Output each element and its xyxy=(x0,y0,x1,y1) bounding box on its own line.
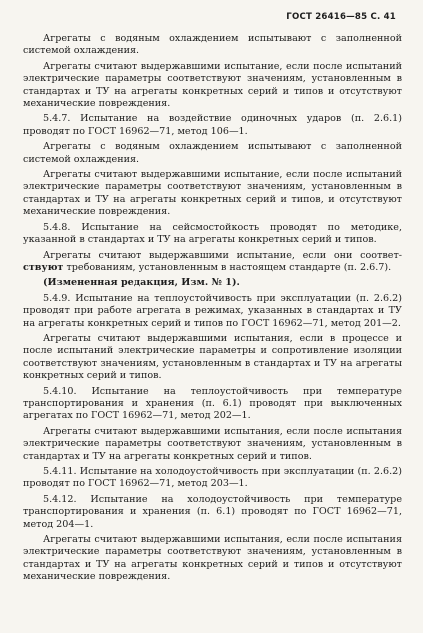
paragraph-clause-5-4-8: 5.4.8. Испытание на сейсмостойкость проводят по методике, указанной в стандартах и ТУ на агрегаты конкретных серий и типов. xyxy=(23,221,402,246)
paragraph-clause-5-4-11: 5.4.11. Испытание на холодоустойчивость при эксплуатации (п. 2.6.2) проводят по ГОСТ 16962—71, метод 203—1. xyxy=(23,466,402,490)
paragraph-with-bold-word xyxy=(23,250,402,275)
bold-word: ствуют xyxy=(23,261,64,273)
paragraph-text-end: требованиям, установленным в настоящем стандарте (п. 2.6.7). xyxy=(63,261,392,273)
paragraph: Агрегаты считают выдержавшими испытания, если в процессе и после испытаний электрические параметры и сопротивление изоляции соответствуют значениям, установленным в стандартах и ТУ на агрегаты конкретных серий и типов. xyxy=(23,332,402,382)
paragraph-clause-5-4-9: 5.4.9. Испытание на теплоустойчивость при эксплуатации (п. 2.6.2) проводят при работе агрегата в режимах, указанных в стандартах и ТУ на агрегаты конкретных серий и типов по ГОСТ 16962—71, метод 201—2. xyxy=(23,292,402,329)
paragraph: Агрегаты считают выдержавшими испытания, если после испытания электрические параметры соответствуют значениям, установленным в стандартах и ТУ на агрегаты конкретных серий и типов. xyxy=(23,425,402,462)
paragraph-clause-5-4-7: 5.4.7. Испытание на воздействие одиночных ударов (п. 2.6.1) проводят по ГОСТ 16962—71, метод 106—1. xyxy=(23,113,402,137)
running-head: ГОСТ 26416—85 С. 41 xyxy=(286,12,396,22)
paragraph: Агрегаты считают выдержавшими испытание, если после испытаний электрические параметры соответствуют значениям, установленным в стандартах и ТУ на агрегаты конкретных серий и типов и отсутствуют механические повреждения. xyxy=(23,60,402,110)
paragraph: Агрегаты с водяным охлаждением испытывают с заполненной системой охлаждения. xyxy=(23,141,402,165)
paragraph-clause-5-4-10: 5.4.10. Испытание на теплоустойчивость при температуре транспортирования и хранения (п. 6.1) проводят при выключенных агрегатах по ГОСТ 16962—71, метод 202—1. xyxy=(23,385,402,422)
body-text xyxy=(23,33,402,587)
paragraph-clause-5-4-12: 5.4.12. Испытание на холодоустойчивость при температуре транспортирования и хранения (п. 6.1) проводят по ГОСТ 16962—71, метод 204—1. xyxy=(23,493,402,530)
paragraph: Агрегаты с водяным охлаждением испытывают с заполненной системой охлаждения. xyxy=(23,33,402,57)
paragraph: Агрегаты считают выдержавшими испытание, если после испытаний электрические параметры соответствуют значениям, установленным в стандартах и ТУ на агрегаты конкретных серий и типов, и отсутствуют механические повреждения. xyxy=(23,169,402,218)
paragraph-text-start: Агрегаты считают выдержавшими испытание, если они соответ- xyxy=(43,249,402,261)
amendment-note: (Измененная редакция, Изм. № 1). xyxy=(43,277,240,289)
paragraph: Агрегаты считают выдержавшими испытания, если после испытания электрические параметры соответствуют значениям, установленным в стандартах и ТУ на агрегаты конкретных серий и типов и отсутствуют механические повреждения. xyxy=(23,534,402,583)
